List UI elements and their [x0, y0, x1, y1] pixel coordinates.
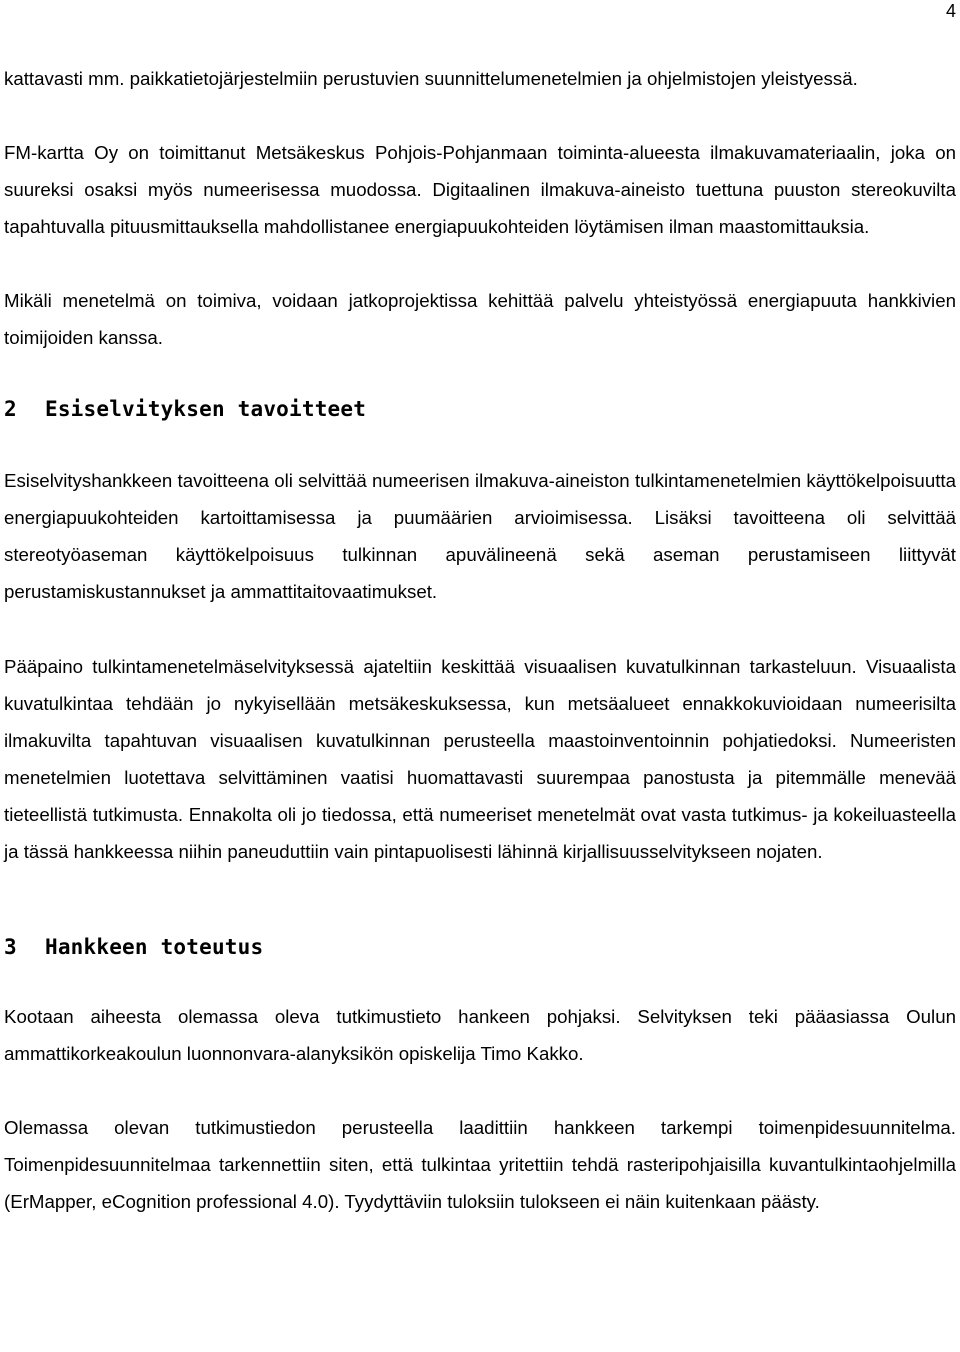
paragraph-fm-kartta: FM-kartta Oy on toimittanut Metsäkeskus Pohjois-Pohjanmaan toiminta-alueesta ilmakuvamateriaalin, joka on suureksi osaksi myös numeerisessa muodossa. Digitaalinen ilmakuva-aineisto tuettuna puuston stereokuvilta tapahtuvalla pituusmittauksella mahdollistanee energiapuukohteiden löytämisen ilman maastomittauksia. [4, 142, 956, 237]
paragraph-toimenpidesuunnitelma: Olemassa olevan tutkimustiedon perusteella laadittiin hankkeen tarkempi toimenpidesuunnitelma. Toimenpidesuunnitelmaa tarkennettiin siten, että tulkintaa yritettiin tehdä rasteripohjaisilla kuvantulkintaohjelmilla (ErMapper, eCognition professional 4.0). Tyydyttäviin tuloksiin tulokseen ei näin kuitenkaan päästy. [4, 1117, 956, 1212]
section-number: 2 [4, 397, 17, 421]
section-title: Hankkeen toteutus [45, 935, 264, 959]
paragraph-tavoitteet: Esiselvityshankkeen tavoitteena oli selvittää numeerisen ilmakuva-aineiston tulkintamenetelmien käyttökelpoisuutta energiapuukohteiden kartoittamisessa ja puumäärien arvioimisessa. Lisäksi tavoitteena oli selvittää stereotyöaseman käyttökelpoisuus tulkinnan apuvälineenä sekä aseman perustamiseen liittyvät perustamiskustannukset ja ammattitaitovaatimukset. [4, 470, 956, 602]
section-title: Esiselvityksen tavoitteet [45, 397, 367, 421]
section-heading-2 [4, 394, 956, 424]
page-number: 4 [945, 1, 956, 21]
paragraph-intro-continuation: kattavasti mm. paikkatietojärjestelmiin perustuvien suunnittelumenetelmien ja ohjelmistojen yleistyessä. [4, 68, 858, 89]
paragraph-paapaino: Pääpaino tulkintamenetelmäselvityksessä ajateltiin keskittää visuaalisen kuvatulkinnan tarkasteluun. Visuaalista kuvatulkintaa tehdään jo nykyisellään metsäkeskuksessa, kun metsäalueet ennakkokuvioidaan numeerisilta ilmakuvilta tapahtuvan visuaalisen kuvatulkinnan perusteella maastoinventoinnin pohjatiedoksi. Numeeristen menetelmien luotettava selvittäminen vaatisi huomattavasti suurempaa panostusta ja pitemmälle menevää tieteellistä tutkimusta. Ennakolta oli jo tiedossa, että numeeriset menetelmät ovat vasta tutkimus- ja kokeiluasteella ja tässä hankkeessa niihin paneuduttiin vain pintapuolisesti lähinnä kirjallisuusselvitykseen nojaten. [4, 656, 956, 862]
paragraph-kootaan: Kootaan aiheesta olemassa oleva tutkimustieto hankeen pohjaksi. Selvityksen teki pääasiassa Oulun ammattikorkeakoulun luonnonvara-alanyksikön opiskelija Timo Kakko. [4, 1006, 956, 1064]
section-heading-3 [4, 932, 956, 962]
section-number: 3 [4, 935, 17, 959]
page-body [4, 60, 956, 1220]
paragraph-jatkoprojekti: Mikäli menetelmä on toimiva, voidaan jatkoprojektissa kehittää palvelu yhteistyössä energiapuuta hankkivien toimijoiden kanssa. [4, 290, 956, 348]
